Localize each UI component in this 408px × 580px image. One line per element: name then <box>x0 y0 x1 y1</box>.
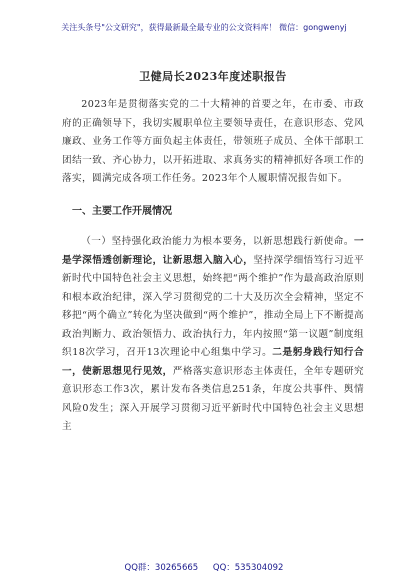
footer-qq: QQ：535304092 <box>212 563 284 573</box>
paragraph-lead: （一）坚持强化政治能力为根本要务，以新思想践行新使命。 <box>81 236 354 247</box>
section-heading: 一、主要工作开展情况 <box>72 205 172 217</box>
bold-point-2: 二是躬身践行知行合一，使新思想见行见效， <box>62 347 364 377</box>
bold-point-1: 一是学深悟透创新理论，让新思想入脑入心， <box>62 236 364 266</box>
footer-qq-group: QQ群：30265665 <box>124 563 199 573</box>
header-banner: 关注头条号"公文研究"，获得最新最全最专业的公文资料库！ 微信：gongwenyj <box>61 23 347 32</box>
paragraph-middle: 坚持深学细悟笃行习近平新时代中国特色社会主义思想，始终把“两个维护”作为最高政治原则和根本政治纪律，深入学习贯彻党的二十大及历次全会精神，坚定不移把“两个确立”转化为坚决做到“两个维护”，推动全局上下不断提高政治判断力、政治领悟力、政治执行力，年内按照“第一议题”制度组织18次学习，召开13次理论中心组集中学习。 <box>62 254 364 358</box>
paragraph-end: 严格落实意识形态主体责任，全年专题研究意识形态工作3次，累计发布各类信息251条，年度公共事件、舆情风险0发生；深入开展学习贯彻习近平新时代中国特色社会主义思想主 <box>62 365 364 432</box>
body-paragraph <box>62 233 364 437</box>
footer-banner <box>0 561 408 573</box>
document-page <box>62 58 364 437</box>
intro-paragraph: 2023年是贯彻落实党的二十大精神的首要之年，在市委、市政府的正确领导下，我切实履职单位主要领导责任，在意识形态、党风廉政、业务工作等方面负起主体责任，带领班子成员、全体干部职工团结一致、齐心协力，以开拓进取、求真务实的精神抓好各项工作的落实，圆满完成各项工作任务。2023年个人履职情况报告如下。 <box>62 99 364 184</box>
document-title: 卫健局长2023年度述职报告 <box>139 70 287 83</box>
